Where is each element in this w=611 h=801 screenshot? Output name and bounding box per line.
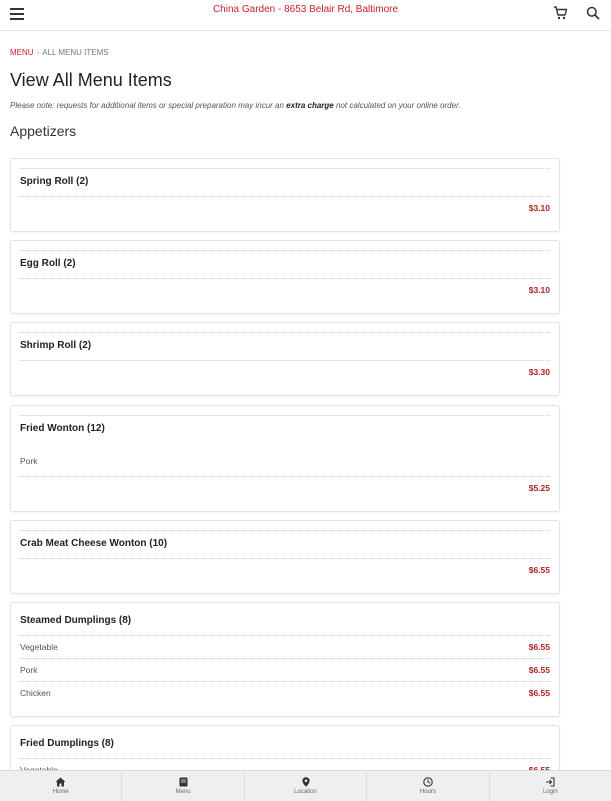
option-price: $6.55 <box>528 688 550 698</box>
menu-item-name: Fried Dumplings (8) <box>20 738 114 749</box>
menu-item-option[interactable] <box>20 682 550 704</box>
nav-login[interactable] <box>490 771 611 801</box>
notice-text-before: Please note: requests for additional items or special preparation may incur an <box>10 101 284 110</box>
menu-item-name: Shrimp Roll (2) <box>20 340 92 351</box>
nav-home-label: Home <box>52 789 69 795</box>
menu-item-card[interactable] <box>10 158 560 232</box>
section-title-appetizers: Appetizers <box>10 123 77 139</box>
menu-item-card[interactable] <box>10 405 560 512</box>
option-price: $6.55 <box>528 642 550 652</box>
menu-item-price: $6.55 <box>528 565 550 575</box>
menu-item-card[interactable] <box>10 520 560 594</box>
notice-emphasis: extra charge <box>286 101 334 110</box>
option-label: Vegetable <box>20 642 58 652</box>
option-label: Pork <box>20 665 38 675</box>
nav-home[interactable] <box>0 771 122 801</box>
breadcrumb-separator: › <box>36 48 40 57</box>
nav-location[interactable] <box>245 771 367 801</box>
nav-menu-label: Menu <box>175 789 191 795</box>
menu-item-name: Fried Wonton (12) <box>20 423 105 434</box>
bottom-nav <box>0 770 611 801</box>
top-bar <box>0 0 611 31</box>
login-icon <box>545 777 555 787</box>
menu-item-card[interactable] <box>10 322 560 396</box>
option-price: $6.55 <box>528 665 550 675</box>
home-icon <box>55 777 66 787</box>
cart-icon[interactable] <box>553 6 568 25</box>
breadcrumb <box>10 48 109 57</box>
breadcrumb-current: ALL MENU ITEMS <box>42 48 109 57</box>
menu-item-name: Crab Meat Cheese Wonton (10) <box>20 538 168 549</box>
menu-item-name: Egg Roll (2) <box>20 258 76 269</box>
menu-item-price: $3.10 <box>528 203 550 213</box>
nav-location-label: Location <box>294 789 317 795</box>
order-notice <box>10 101 600 110</box>
menu-item-option[interactable] <box>20 636 550 658</box>
menu-item-price: $5.25 <box>528 483 550 493</box>
option-label: Chicken <box>20 688 51 698</box>
breadcrumb-menu-link[interactable]: MENU <box>10 48 34 57</box>
nav-menu[interactable] <box>122 771 244 801</box>
nav-hours-label: Hours <box>419 789 436 795</box>
search-icon[interactable] <box>586 6 600 25</box>
menu-item-name: Spring Roll (2) <box>20 176 89 187</box>
page-title: View All Menu Items <box>10 70 172 90</box>
menu-item-option[interactable] <box>20 659 550 681</box>
nav-login-label: Login <box>542 789 558 795</box>
menu-item-price: $3.30 <box>528 367 550 377</box>
menu-item-description: Pork <box>20 456 38 466</box>
menu-item-card[interactable] <box>10 602 560 717</box>
menu-item-price: $3.10 <box>528 285 550 295</box>
notice-text-after: not calculated on your online order. <box>336 101 461 110</box>
menu-book-icon <box>179 777 188 787</box>
site-title[interactable]: China Garden - 8653 Belair Rd, Baltimore <box>212 4 399 15</box>
menu-item-card[interactable] <box>10 240 560 314</box>
nav-hours[interactable] <box>367 771 489 801</box>
location-pin-icon <box>302 777 310 787</box>
menu-item-name: Steamed Dumplings (8) <box>20 615 132 626</box>
clock-icon <box>423 777 433 787</box>
